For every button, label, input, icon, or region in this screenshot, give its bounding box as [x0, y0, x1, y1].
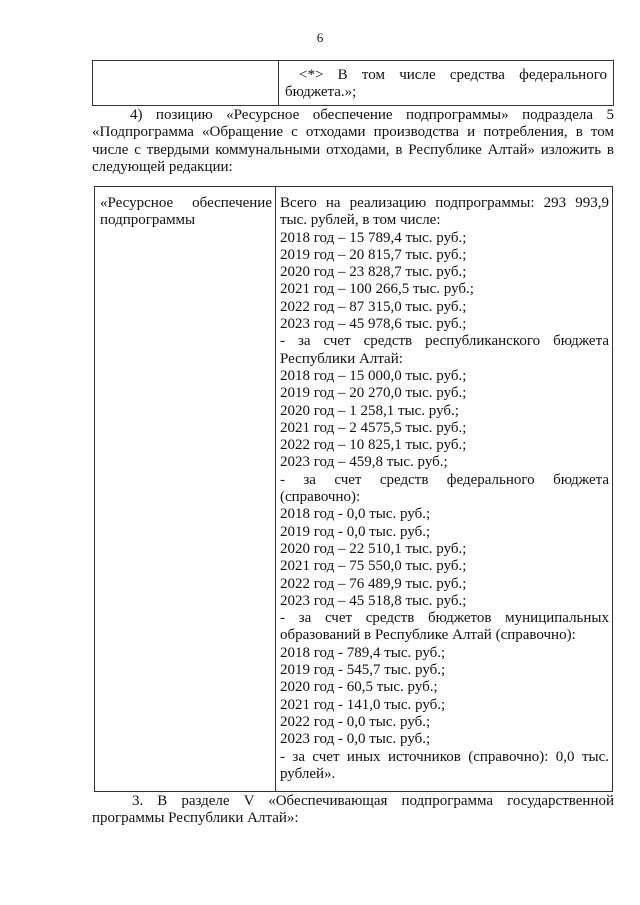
value-line: 2023 год – 45 518,8 тыс. руб.; [280, 592, 467, 609]
value-line: 2018 год - 0,0 тыс. руб.; [280, 506, 431, 523]
table-row [93, 61, 614, 106]
value-line: Республики Алтай: [280, 350, 403, 367]
value-line: 2023 год – 459,8 тыс. руб.; [280, 454, 448, 471]
value-line: - за счет средств республиканского бюджета [280, 333, 609, 350]
value-line: (справочно): [280, 489, 361, 506]
value-line: тыс. рублей, в том числе: [280, 212, 441, 229]
table-row [95, 187, 613, 792]
value-line: рублей». [280, 765, 336, 782]
value-line: 2019 год - 545,7 тыс. руб.; [280, 662, 446, 679]
footnote-line: <*> В том числе средства федерального [299, 67, 607, 83]
value-line: 2019 год – 20 270,0 тыс. руб.; [280, 385, 467, 402]
value-line: 2020 год – 1 258,1 тыс. руб.; [280, 402, 459, 419]
paragraph-line: 4) позицию «Ресурсное обеспечение подпрограммы» подраздела 5 [130, 107, 614, 123]
value-line: 2018 год – 15 789,4 тыс. руб.; [280, 229, 467, 246]
value-line: 2021 год – 100 266,5 тыс. руб.; [280, 281, 474, 298]
resource-label-cell [95, 187, 276, 792]
value-line: 2019 год – 20 815,7 тыс. руб.; [280, 246, 467, 263]
paragraph-item-3 [92, 793, 614, 828]
value-line: Всего на реализацию подпрограммы: 293 993,9 [280, 195, 609, 211]
value-line: 2021 год – 75 550,0 тыс. руб.; [280, 558, 467, 575]
label-line: «Ресурсное обеспечение [100, 195, 272, 211]
paragraph-line: 3. В разделе V «Обеспечивающая подпрограмма государственной [132, 793, 614, 809]
value-line: 2018 год – 15 000,0 тыс. руб.; [280, 367, 467, 384]
value-line: 2020 год – 22 510,1 тыс. руб.; [280, 540, 467, 557]
paragraph-line: программы Республики Алтай»: [92, 810, 299, 827]
value-line: 2019 год - 0,0 тыс. руб.; [280, 523, 431, 540]
resource-table [94, 186, 613, 792]
value-line: - за счет средств бюджетов муниципальных [280, 610, 609, 627]
paragraph-item-4 [92, 107, 614, 176]
value-line: 2021 год - 141,0 тыс. руб.; [280, 696, 446, 713]
value-line: 2022 год – 10 825,1 тыс. руб.; [280, 437, 467, 454]
footnote-line: бюджета.»; [285, 84, 357, 101]
value-line: 2022 год - 0,0 тыс. руб.; [280, 713, 431, 730]
value-line: 2021 год – 2 4575,5 тыс. руб.; [280, 419, 467, 436]
paragraph-line: «Подпрограмма «Обращение с отходами производства и потребления, в том [92, 124, 614, 141]
resource-value-cell [276, 187, 613, 792]
value-line: 2022 год – 76 489,9 тыс. руб.; [280, 575, 467, 592]
paragraph-line: числе с твердыми коммунальными отходами, в Республике Алтай» изложить в [92, 141, 614, 158]
page-number: 6 [316, 30, 324, 45]
previous-table-fragment [92, 60, 614, 106]
value-line: - за счет средств федерального бюджета [280, 471, 609, 488]
value-line: 2020 год - 60,5 тыс. руб.; [280, 679, 438, 696]
empty-cell [93, 61, 279, 106]
value-line: 2023 год - 0,0 тыс. руб.; [280, 731, 431, 748]
paragraph-line: следующей редакции: [92, 158, 233, 175]
value-line: 2022 год – 87 315,0 тыс. руб.; [280, 298, 467, 315]
label-line: подпрограммы [100, 212, 196, 229]
value-line: - за счет иных источников (справочно): 0,0 тыс. [280, 748, 609, 765]
value-line: 2023 год – 45 978,6 тыс. руб.; [280, 316, 467, 333]
value-line: 2018 год - 789,4 тыс. руб.; [280, 644, 446, 661]
footnote-cell [279, 61, 614, 106]
value-line: 2020 год – 23 828,7 тыс. руб.; [280, 264, 467, 281]
value-line: образований в Республике Алтай (справочно): [280, 627, 576, 644]
